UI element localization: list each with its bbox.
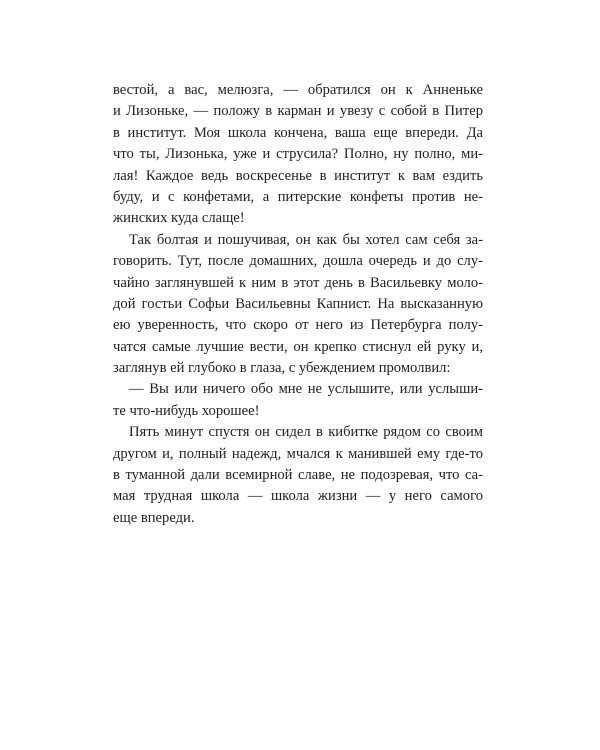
text-line: другом и, полный надежд, мчался к манившей ему где-то	[113, 445, 483, 462]
text-line: говорить. Тут, после домашних, дошла очередь и до слу-	[113, 253, 483, 270]
text-line: еще впереди.	[113, 509, 195, 526]
text-line: в институт. Моя школа кончена, ваша еще впереди. Да	[113, 124, 483, 141]
text-line: дой гостьи Софьи Васильевны Капнист. На высказанную	[113, 295, 483, 312]
paragraph-4	[113, 422, 483, 529]
text-line: чайно заглянувшей к ним в этот день в Васильевку моло-	[113, 274, 483, 291]
paragraph-3	[113, 379, 483, 422]
text-line: заглянув ей глубоко в глаза, с убеждением промолвил:	[113, 360, 451, 377]
text-line: жинских куда слаще!	[113, 210, 245, 227]
text-line: ею уверенность, что скоро от него из Петербурга полу-	[113, 317, 483, 334]
paragraph-2	[113, 230, 483, 380]
text-line: буду, и с конфетами, а питерские конфеты против не-	[113, 188, 483, 205]
text-line: в туманной дали всемирной славе, не подозревая, что са-	[113, 467, 483, 484]
text-line: лая! Каждое ведь воскресенье в институт к вам ездить	[113, 167, 483, 184]
text-line: Так болтая и пошучивая, он как бы хотел сам себя за-	[129, 231, 483, 248]
text-line: те что-нибудь хорошее!	[113, 402, 260, 419]
text-line: — Вы или ничего обо мне не услышите, или услыши-	[129, 381, 483, 398]
text-line: что ты, Лизонька, уже и струсила? Полно, ну полно, ми-	[113, 146, 483, 163]
text-line: чатся самые лучшие вести, он крепко стиснул ей руку и,	[113, 338, 483, 355]
text-line: вестой, а вас, мелюзга, — обратился он к Анненьке	[113, 82, 483, 98]
paragraph-1	[113, 80, 483, 230]
text-line: Пять минут спустя он сидел в кибитке рядом со своим	[129, 424, 483, 441]
text-line: мая трудная школа — школа жизни — у него самого	[113, 488, 483, 505]
body-text	[113, 80, 483, 529]
text-line: и Лизоньке, — положу в карман и увезу с собой в Питер	[113, 103, 483, 120]
